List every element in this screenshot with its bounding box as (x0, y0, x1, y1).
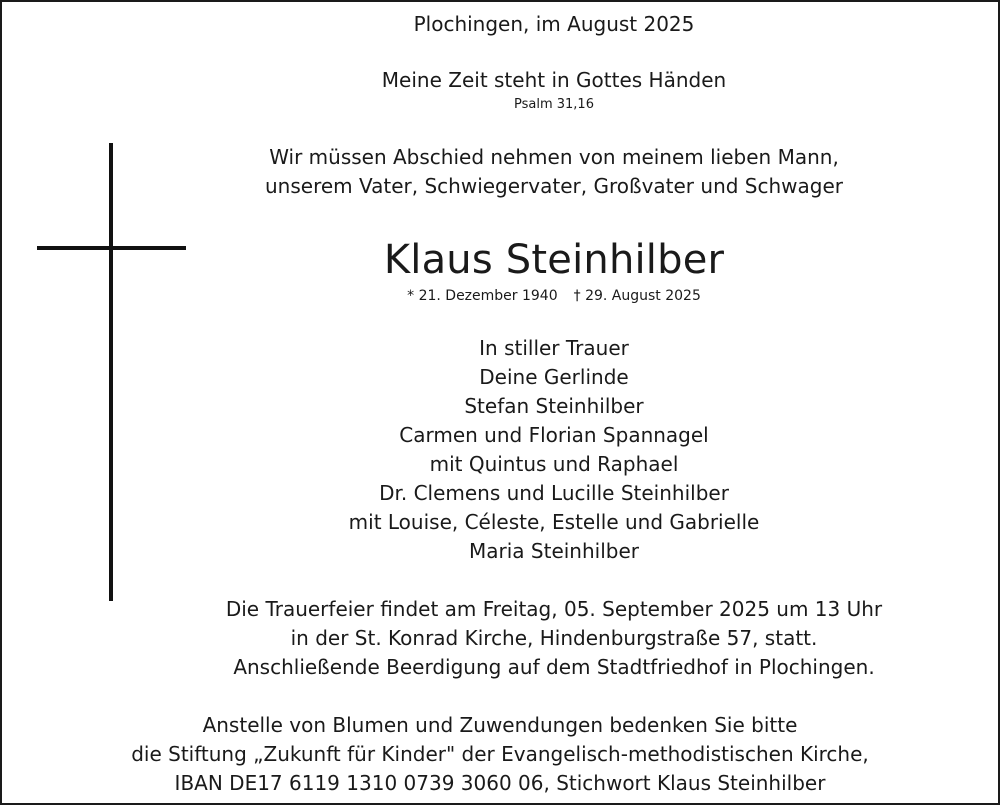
mourner-line: Stefan Steinhilber (464, 394, 644, 418)
death-date: † 29. August 2025 (573, 288, 701, 304)
mourner-line: Dr. Clemens und Lucille Steinhilber (379, 481, 729, 505)
place-date: Plochingen, im August 2025 (413, 12, 695, 36)
intro-line: unserem Vater, Schwiegervater, Großvater und Schwager (265, 174, 843, 198)
donation-info-line: IBAN DE17 6119 1310 0739 3060 06, Stichwort Klaus Steinhilber (174, 771, 826, 795)
mourner-line: mit Louise, Céleste, Estelle und Gabrielle (348, 510, 760, 534)
deceased-name: Klaus Steinhilber (383, 237, 725, 283)
service-info-line: in der St. Konrad Kirche, Hindenburgstraße 57, statt. (290, 626, 818, 650)
donation-info-line: Anstelle von Blumen und Zuwendungen bedenken Sie bitte (202, 713, 798, 737)
donation-info-line: die Stiftung „Zukunft für Kinder" der Evangelisch-methodistischen Kirche, (131, 742, 869, 766)
mourner-line: Maria Steinhilber (469, 539, 639, 563)
mourner-line: Deine Gerlinde (479, 365, 629, 389)
mourner-line: mit Quintus und Raphael (429, 452, 679, 476)
motto: Meine Zeit steht in Gottes Händen (381, 68, 727, 92)
service-info-line: Anschließende Beerdigung auf dem Stadtfriedhof in Plochingen. (233, 655, 875, 679)
mourner-line: Carmen und Florian Spannagel (399, 423, 709, 447)
life-dates (110, 289, 998, 303)
mourner-line: In stiller Trauer (479, 336, 629, 360)
psalm-reference: Psalm 31,16 (514, 97, 594, 112)
service-info-line: Die Trauerfeier findet am Freitag, 05. September 2025 um 13 Uhr (225, 597, 883, 621)
birth-date: * 21. Dezember 1940 (407, 288, 558, 304)
intro-line: Wir müssen Abschied nehmen von meinem lieben Mann, (269, 145, 839, 169)
